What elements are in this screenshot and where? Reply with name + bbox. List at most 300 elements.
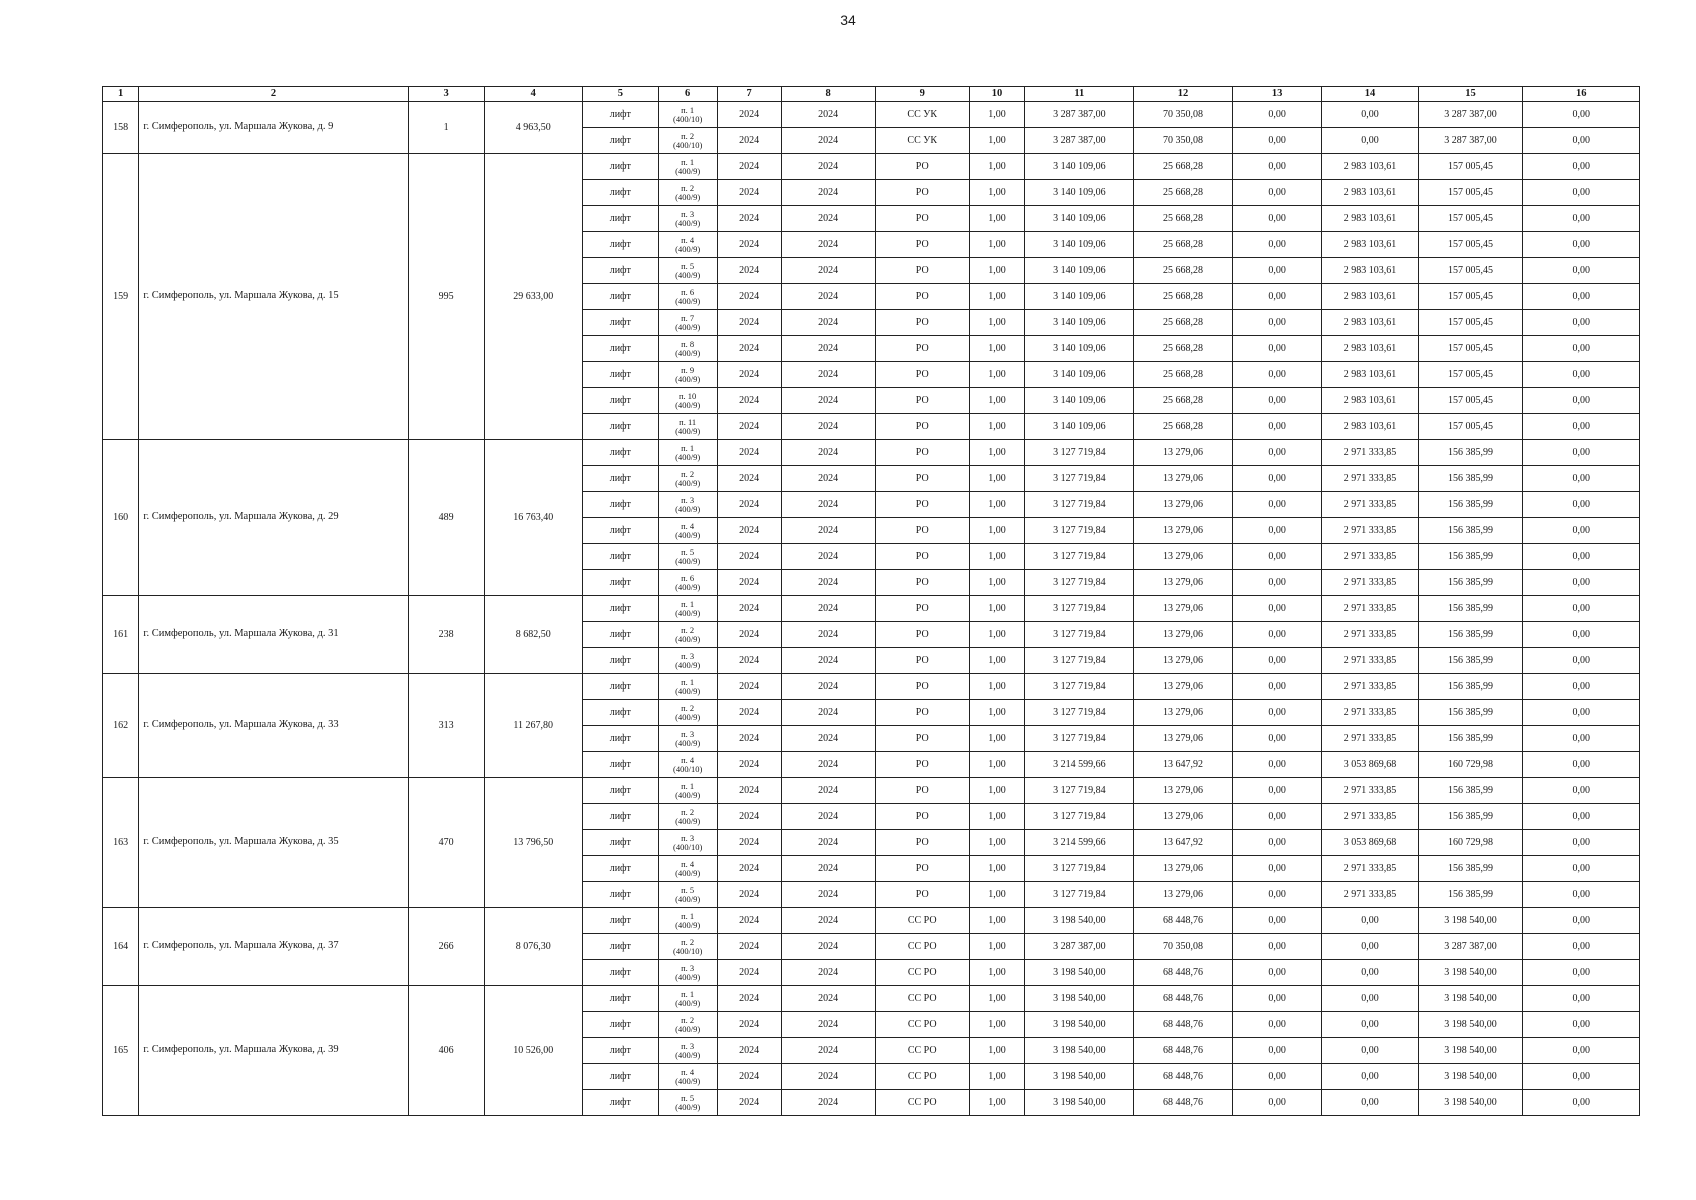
cell-c15: 157 005,45 xyxy=(1418,362,1523,388)
cell-c5: лифт xyxy=(582,362,658,388)
table-row xyxy=(103,778,1640,804)
cell-c9: СС РО xyxy=(875,986,969,1012)
cell-c9: РО xyxy=(875,180,969,206)
cell-c16: 0,00 xyxy=(1523,908,1640,934)
lift-entrance-cell xyxy=(658,544,717,570)
lift-entrance-cell xyxy=(658,882,717,908)
entrance-label: п. 4 xyxy=(681,858,695,869)
cell-c7: 2024 xyxy=(717,388,781,414)
cell-c7: 2024 xyxy=(717,128,781,154)
entrance-label: п. 1 xyxy=(681,156,695,167)
cell-c10: 1,00 xyxy=(969,466,1025,492)
cell-c5: лифт xyxy=(582,492,658,518)
cell-c15: 156 385,99 xyxy=(1418,700,1523,726)
cell-c15: 157 005,45 xyxy=(1418,284,1523,310)
cell-c9: СС РО xyxy=(875,934,969,960)
cell-c9: СС РО xyxy=(875,1064,969,1090)
cell-c8: 2024 xyxy=(781,518,875,544)
cell-c12: 13 279,06 xyxy=(1134,674,1232,700)
cell-c5: лифт xyxy=(582,440,658,466)
cell-c16: 0,00 xyxy=(1523,700,1640,726)
table-row xyxy=(103,102,1640,128)
cell-c8: 2024 xyxy=(781,1090,875,1116)
cell-c5: лифт xyxy=(582,622,658,648)
apartments-count-cell: 1 xyxy=(408,102,484,154)
cell-c10: 1,00 xyxy=(969,362,1025,388)
entrance-label: п. 1 xyxy=(681,104,695,115)
cell-c14: 2 971 333,85 xyxy=(1322,492,1418,518)
lift-spec-label: (400/9) xyxy=(675,971,701,982)
cell-c15: 3 198 540,00 xyxy=(1418,1038,1523,1064)
cell-c13: 0,00 xyxy=(1232,102,1322,128)
cell-c10: 1,00 xyxy=(969,232,1025,258)
cell-c8: 2024 xyxy=(781,674,875,700)
cell-c10: 1,00 xyxy=(969,622,1025,648)
table-row xyxy=(103,674,1640,700)
cell-c14: 0,00 xyxy=(1322,1064,1418,1090)
cell-c7: 2024 xyxy=(717,518,781,544)
cell-c8: 2024 xyxy=(781,310,875,336)
cell-c9: РО xyxy=(875,414,969,440)
cell-c9: РО xyxy=(875,752,969,778)
cell-c9: РО xyxy=(875,570,969,596)
entrance-label: п. 2 xyxy=(681,182,695,193)
cell-c14: 2 983 103,61 xyxy=(1322,258,1418,284)
cell-c16: 0,00 xyxy=(1523,1012,1640,1038)
lift-entrance-cell xyxy=(658,674,717,700)
cell-c8: 2024 xyxy=(781,804,875,830)
lift-entrance-cell xyxy=(658,726,717,752)
cell-c15: 157 005,45 xyxy=(1418,206,1523,232)
cell-c9: РО xyxy=(875,804,969,830)
cell-c13: 0,00 xyxy=(1232,596,1322,622)
lift-spec-label: (400/9) xyxy=(675,165,701,176)
entrance-label: п. 4 xyxy=(681,234,695,245)
cell-c9: РО xyxy=(875,622,969,648)
cell-c15: 3 198 540,00 xyxy=(1418,960,1523,986)
lift-entrance-cell xyxy=(658,362,717,388)
cell-c10: 1,00 xyxy=(969,596,1025,622)
cell-c13: 0,00 xyxy=(1232,648,1322,674)
cell-c15: 156 385,99 xyxy=(1418,804,1523,830)
cell-c7: 2024 xyxy=(717,362,781,388)
apartments-count-cell: 995 xyxy=(408,154,484,440)
cell-c7: 2024 xyxy=(717,1064,781,1090)
cell-c5: лифт xyxy=(582,986,658,1012)
cell-c12: 25 668,28 xyxy=(1134,284,1232,310)
entrance-label: п. 3 xyxy=(681,832,695,843)
cell-c5: лифт xyxy=(582,674,658,700)
cell-c7: 2024 xyxy=(717,934,781,960)
cell-c11: 3 287 387,00 xyxy=(1025,934,1134,960)
apartments-count-cell: 470 xyxy=(408,778,484,908)
cell-c14: 2 971 333,85 xyxy=(1322,518,1418,544)
cell-c12: 13 279,06 xyxy=(1134,726,1232,752)
lift-spec-label: (400/9) xyxy=(675,555,701,566)
cell-c7: 2024 xyxy=(717,882,781,908)
cell-c12: 25 668,28 xyxy=(1134,206,1232,232)
cell-c9: СС РО xyxy=(875,1038,969,1064)
area-cell: 10 526,00 xyxy=(484,986,582,1116)
cell-c11: 3 198 540,00 xyxy=(1025,986,1134,1012)
cell-c9: РО xyxy=(875,154,969,180)
cell-c9: СС РО xyxy=(875,1012,969,1038)
cell-c15: 156 385,99 xyxy=(1418,674,1523,700)
cell-c5: лифт xyxy=(582,232,658,258)
cell-c11: 3 140 109,06 xyxy=(1025,388,1134,414)
cell-c14: 2 971 333,85 xyxy=(1322,622,1418,648)
lift-spec-label: (400/10) xyxy=(673,841,703,852)
cell-c12: 25 668,28 xyxy=(1134,310,1232,336)
cell-c15: 156 385,99 xyxy=(1418,544,1523,570)
cell-c16: 0,00 xyxy=(1523,336,1640,362)
cell-c14: 0,00 xyxy=(1322,986,1418,1012)
cell-c10: 1,00 xyxy=(969,752,1025,778)
cell-c11: 3 127 719,84 xyxy=(1025,596,1134,622)
cell-c8: 2024 xyxy=(781,908,875,934)
column-number-15: 15 xyxy=(1418,87,1523,102)
lift-spec-label: (400/9) xyxy=(675,321,701,332)
lift-entrance-cell xyxy=(658,258,717,284)
cell-c15: 3 198 540,00 xyxy=(1418,1012,1523,1038)
cell-c16: 0,00 xyxy=(1523,284,1640,310)
area-cell: 11 267,80 xyxy=(484,674,582,778)
cell-c14: 3 053 869,68 xyxy=(1322,752,1418,778)
lift-spec-label: (400/9) xyxy=(675,867,701,878)
cell-c15: 157 005,45 xyxy=(1418,414,1523,440)
column-number-3: 3 xyxy=(408,87,484,102)
cell-c9: РО xyxy=(875,336,969,362)
cell-c8: 2024 xyxy=(781,700,875,726)
lift-spec-label: (400/9) xyxy=(675,269,701,280)
lift-entrance-cell xyxy=(658,986,717,1012)
cell-c8: 2024 xyxy=(781,466,875,492)
apartments-count-cell: 238 xyxy=(408,596,484,674)
cell-c11: 3 127 719,84 xyxy=(1025,544,1134,570)
cell-c14: 2 983 103,61 xyxy=(1322,232,1418,258)
cell-c9: РО xyxy=(875,284,969,310)
lift-spec-label: (400/9) xyxy=(675,503,701,514)
column-number-11: 11 xyxy=(1025,87,1134,102)
cell-c12: 68 448,76 xyxy=(1134,1038,1232,1064)
cell-c14: 0,00 xyxy=(1322,960,1418,986)
cell-c11: 3 127 719,84 xyxy=(1025,856,1134,882)
column-number-14: 14 xyxy=(1322,87,1418,102)
cell-c16: 0,00 xyxy=(1523,882,1640,908)
cell-c8: 2024 xyxy=(781,1064,875,1090)
lift-spec-label: (400/9) xyxy=(675,425,701,436)
cell-c15: 157 005,45 xyxy=(1418,258,1523,284)
cell-c15: 3 287 387,00 xyxy=(1418,102,1523,128)
cell-c13: 0,00 xyxy=(1232,232,1322,258)
entrance-label: п. 1 xyxy=(681,598,695,609)
cell-c15: 3 287 387,00 xyxy=(1418,128,1523,154)
cell-c10: 1,00 xyxy=(969,882,1025,908)
lift-entrance-cell xyxy=(658,960,717,986)
cell-c11: 3 140 109,06 xyxy=(1025,310,1134,336)
entrance-label: п. 2 xyxy=(681,702,695,713)
cell-c13: 0,00 xyxy=(1232,674,1322,700)
cell-c9: РО xyxy=(875,440,969,466)
cell-c12: 25 668,28 xyxy=(1134,362,1232,388)
cell-c12: 25 668,28 xyxy=(1134,180,1232,206)
cell-c5: лифт xyxy=(582,180,658,206)
row-number: 161 xyxy=(103,596,139,674)
area-cell: 16 763,40 xyxy=(484,440,582,596)
cell-c14: 2 971 333,85 xyxy=(1322,570,1418,596)
cell-c12: 13 279,06 xyxy=(1134,778,1232,804)
cell-c5: лифт xyxy=(582,648,658,674)
cell-c14: 2 983 103,61 xyxy=(1322,388,1418,414)
cell-c7: 2024 xyxy=(717,908,781,934)
lift-spec-label: (400/9) xyxy=(675,789,701,800)
cell-c8: 2024 xyxy=(781,648,875,674)
cell-c8: 2024 xyxy=(781,986,875,1012)
cell-c13: 0,00 xyxy=(1232,336,1322,362)
cell-c9: РО xyxy=(875,648,969,674)
cell-c14: 2 983 103,61 xyxy=(1322,414,1418,440)
cell-c16: 0,00 xyxy=(1523,960,1640,986)
cell-c9: РО xyxy=(875,232,969,258)
cell-c14: 2 983 103,61 xyxy=(1322,336,1418,362)
lift-spec-label: (400/9) xyxy=(675,295,701,306)
column-number-5: 5 xyxy=(582,87,658,102)
cell-c5: лифт xyxy=(582,596,658,622)
cell-c11: 3 214 599,66 xyxy=(1025,752,1134,778)
lift-entrance-cell xyxy=(658,310,717,336)
cell-c12: 13 279,06 xyxy=(1134,466,1232,492)
cell-c11: 3 140 109,06 xyxy=(1025,154,1134,180)
cell-c10: 1,00 xyxy=(969,674,1025,700)
cell-c12: 13 279,06 xyxy=(1134,648,1232,674)
cell-c7: 2024 xyxy=(717,414,781,440)
cell-c9: СС РО xyxy=(875,1090,969,1116)
cell-c12: 25 668,28 xyxy=(1134,336,1232,362)
table-row xyxy=(103,440,1640,466)
cell-c5: лифт xyxy=(582,336,658,362)
lift-spec-label: (400/9) xyxy=(675,1023,701,1034)
area-cell: 4 963,50 xyxy=(484,102,582,154)
cell-c15: 157 005,45 xyxy=(1418,310,1523,336)
cell-c14: 2 983 103,61 xyxy=(1322,154,1418,180)
lift-spec-label: (400/9) xyxy=(675,347,701,358)
cell-c10: 1,00 xyxy=(969,310,1025,336)
apartments-count-cell: 489 xyxy=(408,440,484,596)
cell-c16: 0,00 xyxy=(1523,596,1640,622)
cell-c12: 13 279,06 xyxy=(1134,492,1232,518)
cell-c14: 2 971 333,85 xyxy=(1322,440,1418,466)
cell-c12: 70 350,08 xyxy=(1134,128,1232,154)
cell-c7: 2024 xyxy=(717,596,781,622)
cell-c10: 1,00 xyxy=(969,440,1025,466)
cell-c11: 3 140 109,06 xyxy=(1025,180,1134,206)
cell-c11: 3 127 719,84 xyxy=(1025,492,1134,518)
cell-c5: лифт xyxy=(582,856,658,882)
cell-c13: 0,00 xyxy=(1232,934,1322,960)
entrance-label: п. 3 xyxy=(681,208,695,219)
cell-c14: 2 971 333,85 xyxy=(1322,856,1418,882)
cell-c14: 0,00 xyxy=(1322,128,1418,154)
cell-c13: 0,00 xyxy=(1232,1064,1322,1090)
cell-c7: 2024 xyxy=(717,310,781,336)
lift-spec-label: (400/9) xyxy=(675,529,701,540)
cell-c12: 13 279,06 xyxy=(1134,544,1232,570)
cell-c12: 13 279,06 xyxy=(1134,882,1232,908)
cell-c13: 0,00 xyxy=(1232,804,1322,830)
cell-c13: 0,00 xyxy=(1232,544,1322,570)
cell-c14: 2 971 333,85 xyxy=(1322,778,1418,804)
cell-c12: 25 668,28 xyxy=(1134,154,1232,180)
cell-c8: 2024 xyxy=(781,752,875,778)
cell-c16: 0,00 xyxy=(1523,154,1640,180)
cell-c5: лифт xyxy=(582,310,658,336)
cell-c11: 3 127 719,84 xyxy=(1025,674,1134,700)
cell-c8: 2024 xyxy=(781,284,875,310)
lift-entrance-cell xyxy=(658,414,717,440)
cell-c13: 0,00 xyxy=(1232,310,1322,336)
cell-c11: 3 127 719,84 xyxy=(1025,726,1134,752)
cell-c14: 2 971 333,85 xyxy=(1322,596,1418,622)
entrance-label: п. 5 xyxy=(681,260,695,271)
cell-c13: 0,00 xyxy=(1232,570,1322,596)
lift-spec-label: (400/9) xyxy=(675,477,701,488)
cell-c8: 2024 xyxy=(781,882,875,908)
address-cell: г. Симферополь, ул. Маршала Жукова, д. 29 xyxy=(139,440,408,596)
cell-c8: 2024 xyxy=(781,128,875,154)
column-number-9: 9 xyxy=(875,87,969,102)
cell-c7: 2024 xyxy=(717,440,781,466)
cell-c16: 0,00 xyxy=(1523,830,1640,856)
cell-c8: 2024 xyxy=(781,388,875,414)
cell-c15: 156 385,99 xyxy=(1418,492,1523,518)
cell-c12: 25 668,28 xyxy=(1134,388,1232,414)
cell-c12: 13 647,92 xyxy=(1134,752,1232,778)
cell-c13: 0,00 xyxy=(1232,778,1322,804)
cell-c13: 0,00 xyxy=(1232,180,1322,206)
lift-entrance-cell xyxy=(658,284,717,310)
cell-c15: 156 385,99 xyxy=(1418,856,1523,882)
cell-c13: 0,00 xyxy=(1232,284,1322,310)
entrance-label: п. 1 xyxy=(681,676,695,687)
cell-c7: 2024 xyxy=(717,466,781,492)
cell-c13: 0,00 xyxy=(1232,492,1322,518)
lift-entrance-cell xyxy=(658,1038,717,1064)
row-number: 165 xyxy=(103,986,139,1116)
cell-c10: 1,00 xyxy=(969,1038,1025,1064)
cell-c10: 1,00 xyxy=(969,154,1025,180)
lift-entrance-cell xyxy=(658,232,717,258)
cell-c9: РО xyxy=(875,778,969,804)
lift-entrance-cell xyxy=(658,934,717,960)
cell-c14: 3 053 869,68 xyxy=(1322,830,1418,856)
cell-c12: 13 279,06 xyxy=(1134,700,1232,726)
cell-c16: 0,00 xyxy=(1523,778,1640,804)
address-cell: г. Симферополь, ул. Маршала Жукова, д. 15 xyxy=(139,154,408,440)
entrance-label: п. 2 xyxy=(681,936,695,947)
lift-entrance-cell xyxy=(658,648,717,674)
column-number-7: 7 xyxy=(717,87,781,102)
cell-c10: 1,00 xyxy=(969,700,1025,726)
cell-c9: РО xyxy=(875,388,969,414)
cell-c11: 3 127 719,84 xyxy=(1025,570,1134,596)
cell-c16: 0,00 xyxy=(1523,258,1640,284)
cell-c11: 3 140 109,06 xyxy=(1025,336,1134,362)
table-row xyxy=(103,908,1640,934)
cell-c5: лифт xyxy=(582,778,658,804)
cell-c10: 1,00 xyxy=(969,388,1025,414)
cell-c9: РО xyxy=(875,362,969,388)
entrance-label: п. 2 xyxy=(681,1014,695,1025)
cell-c12: 68 448,76 xyxy=(1134,908,1232,934)
entrance-label: п. 4 xyxy=(681,754,695,765)
cell-c8: 2024 xyxy=(781,570,875,596)
cell-c13: 0,00 xyxy=(1232,154,1322,180)
cell-c15: 3 287 387,00 xyxy=(1418,934,1523,960)
cell-c16: 0,00 xyxy=(1523,726,1640,752)
cell-c5: лифт xyxy=(582,466,658,492)
cell-c7: 2024 xyxy=(717,726,781,752)
row-number: 160 xyxy=(103,440,139,596)
cell-c9: СС УК xyxy=(875,128,969,154)
cell-c12: 68 448,76 xyxy=(1134,986,1232,1012)
cell-c7: 2024 xyxy=(717,622,781,648)
entrance-label: п. 4 xyxy=(681,520,695,531)
cell-c15: 157 005,45 xyxy=(1418,232,1523,258)
cell-c9: РО xyxy=(875,700,969,726)
cell-c7: 2024 xyxy=(717,102,781,128)
cell-c15: 3 198 540,00 xyxy=(1418,1090,1523,1116)
cell-c8: 2024 xyxy=(781,1012,875,1038)
cell-c8: 2024 xyxy=(781,544,875,570)
cell-c5: лифт xyxy=(582,284,658,310)
cell-c16: 0,00 xyxy=(1523,674,1640,700)
column-number-13: 13 xyxy=(1232,87,1322,102)
cell-c14: 2 983 103,61 xyxy=(1322,284,1418,310)
cell-c13: 0,00 xyxy=(1232,206,1322,232)
cell-c8: 2024 xyxy=(781,778,875,804)
address-cell: г. Симферополь, ул. Маршала Жукова, д. 9 xyxy=(139,102,408,154)
cell-c13: 0,00 xyxy=(1232,1038,1322,1064)
address-cell: г. Симферополь, ул. Маршала Жукова, д. 39 xyxy=(139,986,408,1116)
cell-c10: 1,00 xyxy=(969,648,1025,674)
cell-c13: 0,00 xyxy=(1232,1012,1322,1038)
cell-c5: лифт xyxy=(582,1012,658,1038)
cell-c14: 0,00 xyxy=(1322,102,1418,128)
cell-c5: лифт xyxy=(582,414,658,440)
cell-c15: 156 385,99 xyxy=(1418,778,1523,804)
lift-spec-label: (400/9) xyxy=(675,1049,701,1060)
cell-c8: 2024 xyxy=(781,258,875,284)
lift-spec-label: (400/9) xyxy=(675,373,701,384)
cell-c8: 2024 xyxy=(781,206,875,232)
area-cell: 13 796,50 xyxy=(484,778,582,908)
column-number-8: 8 xyxy=(781,87,875,102)
cell-c13: 0,00 xyxy=(1232,518,1322,544)
cell-c13: 0,00 xyxy=(1232,258,1322,284)
row-number: 158 xyxy=(103,102,139,154)
cell-c15: 156 385,99 xyxy=(1418,518,1523,544)
cell-c16: 0,00 xyxy=(1523,362,1640,388)
cell-c7: 2024 xyxy=(717,284,781,310)
register-body xyxy=(103,102,1640,1116)
lift-spec-label: (400/9) xyxy=(675,685,701,696)
lift-entrance-cell xyxy=(658,1090,717,1116)
cell-c11: 3 198 540,00 xyxy=(1025,960,1134,986)
cell-c14: 2 971 333,85 xyxy=(1322,882,1418,908)
cell-c12: 70 350,08 xyxy=(1134,102,1232,128)
cell-c11: 3 287 387,00 xyxy=(1025,128,1134,154)
cell-c5: лифт xyxy=(582,960,658,986)
